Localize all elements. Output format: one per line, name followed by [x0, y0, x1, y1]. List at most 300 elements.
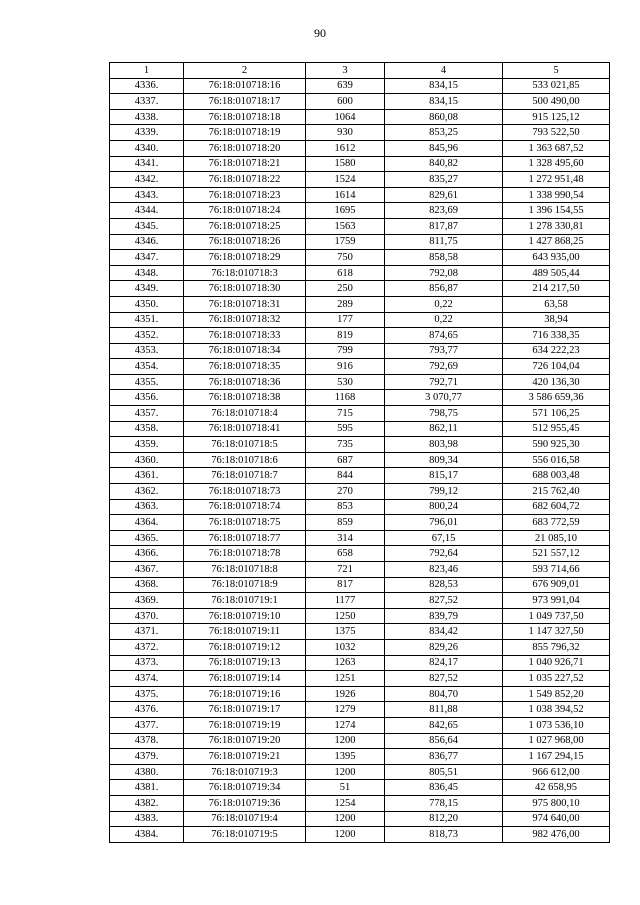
table-row: [110, 484, 610, 500]
table-row: [110, 172, 610, 188]
area-cell: 658: [306, 546, 385, 562]
table-row: [110, 94, 610, 110]
rate-cell: 828,53: [385, 577, 503, 593]
row-number-cell: 4354.: [110, 359, 184, 375]
rate-cell: 804,70: [385, 686, 503, 702]
row-number-cell: 4353.: [110, 343, 184, 359]
cadastral-number-cell: 76:18:010719:4: [184, 811, 306, 827]
rate-cell: 856,87: [385, 281, 503, 297]
value-cell: 1 278 330,81: [503, 218, 610, 234]
rate-cell: 862,11: [385, 421, 503, 437]
area-cell: 1177: [306, 593, 385, 609]
row-number-cell: 4374.: [110, 671, 184, 687]
row-number-cell: 4362.: [110, 484, 184, 500]
cadastral-number-cell: 76:18:010718:26: [184, 234, 306, 250]
cadastral-number-cell: 76:18:010718:33: [184, 328, 306, 344]
cadastral-number-cell: 76:18:010718:3: [184, 265, 306, 281]
cadastral-number-cell: 76:18:010718:25: [184, 218, 306, 234]
table-row: [110, 671, 610, 687]
value-cell: 1 035 227,52: [503, 671, 610, 687]
rate-cell: 840,82: [385, 156, 503, 172]
row-number-cell: 4382.: [110, 795, 184, 811]
value-cell: 716 338,35: [503, 328, 610, 344]
area-cell: 250: [306, 281, 385, 297]
column-header-3: 3: [306, 63, 385, 79]
value-cell: 982 476,00: [503, 827, 610, 843]
rate-cell: 812,20: [385, 811, 503, 827]
rate-cell: 792,71: [385, 374, 503, 390]
row-number-cell: 4367.: [110, 562, 184, 578]
value-cell: 1 549 852,20: [503, 686, 610, 702]
cadastral-number-cell: 76:18:010718:17: [184, 94, 306, 110]
cadastral-number-cell: 76:18:010719:11: [184, 624, 306, 640]
cadastral-number-cell: 76:18:010718:77: [184, 530, 306, 546]
rate-cell: 817,87: [385, 218, 503, 234]
value-cell: 533 021,85: [503, 78, 610, 94]
table-row: [110, 406, 610, 422]
rate-cell: 842,65: [385, 717, 503, 733]
rate-cell: 823,46: [385, 562, 503, 578]
value-cell: 1 167 294,15: [503, 749, 610, 765]
value-cell: 1 038 394,52: [503, 702, 610, 718]
rate-cell: 0,22: [385, 312, 503, 328]
value-cell: 793 522,50: [503, 125, 610, 141]
value-cell: 726 104,04: [503, 359, 610, 375]
row-number-cell: 4337.: [110, 94, 184, 110]
cadastral-number-cell: 76:18:010719:1: [184, 593, 306, 609]
area-cell: 735: [306, 437, 385, 453]
row-number-cell: 4351.: [110, 312, 184, 328]
table-row: [110, 125, 610, 141]
table-row: [110, 749, 610, 765]
area-cell: 314: [306, 530, 385, 546]
area-cell: 844: [306, 468, 385, 484]
table-row: [110, 593, 610, 609]
rate-cell: 67,15: [385, 530, 503, 546]
table-row: [110, 78, 610, 94]
rate-cell: 823,69: [385, 203, 503, 219]
rate-cell: 792,69: [385, 359, 503, 375]
cadastral-number-cell: 76:18:010719:3: [184, 764, 306, 780]
rate-cell: 792,64: [385, 546, 503, 562]
rate-cell: 778,15: [385, 795, 503, 811]
area-cell: 51: [306, 780, 385, 796]
value-cell: 1 427 868,25: [503, 234, 610, 250]
cadastral-number-cell: 76:18:010719:13: [184, 655, 306, 671]
area-cell: 1200: [306, 827, 385, 843]
table-row: [110, 811, 610, 827]
area-cell: 1695: [306, 203, 385, 219]
cadastral-number-cell: 76:18:010718:6: [184, 452, 306, 468]
table-row: [110, 577, 610, 593]
rate-cell: 799,12: [385, 484, 503, 500]
table-row: [110, 546, 610, 562]
cadastral-number-cell: 76:18:010718:30: [184, 281, 306, 297]
row-number-cell: 4371.: [110, 624, 184, 640]
value-cell: 974 640,00: [503, 811, 610, 827]
rate-cell: 0,22: [385, 296, 503, 312]
area-cell: 1200: [306, 733, 385, 749]
cadastral-number-cell: 76:18:010718:16: [184, 78, 306, 94]
row-number-cell: 4361.: [110, 468, 184, 484]
value-cell: 420 136,30: [503, 374, 610, 390]
area-cell: 1200: [306, 764, 385, 780]
column-header-4: 4: [385, 63, 503, 79]
rate-cell: 811,75: [385, 234, 503, 250]
cadastral-number-cell: 76:18:010719:5: [184, 827, 306, 843]
row-number-cell: 4368.: [110, 577, 184, 593]
value-cell: 21 085,10: [503, 530, 610, 546]
table-row: [110, 655, 610, 671]
value-cell: 1 049 737,50: [503, 608, 610, 624]
rate-cell: 836,45: [385, 780, 503, 796]
cadastral-number-cell: 76:18:010718:20: [184, 140, 306, 156]
value-cell: 593 714,66: [503, 562, 610, 578]
value-cell: 1 338 990,54: [503, 187, 610, 203]
table-row: [110, 374, 610, 390]
row-number-cell: 4363.: [110, 499, 184, 515]
cadastral-number-cell: 76:18:010718:19: [184, 125, 306, 141]
rate-cell: 858,58: [385, 250, 503, 266]
value-cell: 915 125,12: [503, 109, 610, 125]
area-cell: 1926: [306, 686, 385, 702]
rate-cell: 834,15: [385, 78, 503, 94]
rate-cell: 3 070,77: [385, 390, 503, 406]
rate-cell: 796,01: [385, 515, 503, 531]
table-row: [110, 281, 610, 297]
area-cell: 715: [306, 406, 385, 422]
table-row: [110, 468, 610, 484]
table-row: [110, 390, 610, 406]
cadastral-number-cell: 76:18:010718:24: [184, 203, 306, 219]
table-row: [110, 109, 610, 125]
table-row: [110, 624, 610, 640]
table-row: [110, 827, 610, 843]
rate-cell: 805,51: [385, 764, 503, 780]
column-header-2: 2: [184, 63, 306, 79]
area-cell: 177: [306, 312, 385, 328]
table-row: [110, 187, 610, 203]
row-number-cell: 4345.: [110, 218, 184, 234]
area-cell: 1250: [306, 608, 385, 624]
rate-cell: 827,52: [385, 593, 503, 609]
row-number-cell: 4375.: [110, 686, 184, 702]
table-row: [110, 437, 610, 453]
value-cell: 521 557,12: [503, 546, 610, 562]
area-cell: 530: [306, 374, 385, 390]
cadastral-number-cell: 76:18:010718:75: [184, 515, 306, 531]
rate-cell: 811,88: [385, 702, 503, 718]
value-cell: 688 003,48: [503, 468, 610, 484]
row-number-cell: 4379.: [110, 749, 184, 765]
cadastral-number-cell: 76:18:010718:9: [184, 577, 306, 593]
table-row: [110, 140, 610, 156]
row-number-cell: 4360.: [110, 452, 184, 468]
table-row: [110, 702, 610, 718]
row-number-cell: 4378.: [110, 733, 184, 749]
cadastral-number-cell: 76:18:010719:20: [184, 733, 306, 749]
cadastral-number-cell: 76:18:010719:10: [184, 608, 306, 624]
row-number-cell: 4352.: [110, 328, 184, 344]
area-cell: 853: [306, 499, 385, 515]
area-cell: 1759: [306, 234, 385, 250]
page-number: 90: [314, 26, 326, 40]
row-number-cell: 4340.: [110, 140, 184, 156]
rate-cell: 818,73: [385, 827, 503, 843]
table-row: [110, 312, 610, 328]
table-row: [110, 795, 610, 811]
row-number-cell: 4350.: [110, 296, 184, 312]
table-row: [110, 421, 610, 437]
area-cell: 687: [306, 452, 385, 468]
cadastral-number-cell: 76:18:010719:19: [184, 717, 306, 733]
value-cell: 683 772,59: [503, 515, 610, 531]
cadastral-number-cell: 76:18:010718:8: [184, 562, 306, 578]
row-number-cell: 4341.: [110, 156, 184, 172]
table-row: [110, 250, 610, 266]
row-number-cell: 4342.: [110, 172, 184, 188]
area-cell: 618: [306, 265, 385, 281]
rate-cell: 853,25: [385, 125, 503, 141]
table-row: [110, 764, 610, 780]
value-cell: 556 016,58: [503, 452, 610, 468]
land-plot-table: [109, 62, 610, 843]
cadastral-number-cell: 76:18:010719:12: [184, 639, 306, 655]
table-row: [110, 296, 610, 312]
area-cell: 1064: [306, 109, 385, 125]
rate-cell: 793,77: [385, 343, 503, 359]
row-number-cell: 4338.: [110, 109, 184, 125]
cadastral-number-cell: 76:18:010718:35: [184, 359, 306, 375]
cadastral-number-cell: 76:18:010718:36: [184, 374, 306, 390]
cadastral-number-cell: 76:18:010719:21: [184, 749, 306, 765]
rate-cell: 800,24: [385, 499, 503, 515]
area-cell: 639: [306, 78, 385, 94]
row-number-cell: 4377.: [110, 717, 184, 733]
area-cell: 1395: [306, 749, 385, 765]
table-row: [110, 328, 610, 344]
column-header-5: 5: [503, 63, 610, 79]
cadastral-number-cell: 76:18:010719:36: [184, 795, 306, 811]
row-number-cell: 4357.: [110, 406, 184, 422]
rate-cell: 845,96: [385, 140, 503, 156]
cadastral-number-cell: 76:18:010718:5: [184, 437, 306, 453]
area-cell: 799: [306, 343, 385, 359]
row-number-cell: 4355.: [110, 374, 184, 390]
table-row: [110, 499, 610, 515]
rate-cell: 835,27: [385, 172, 503, 188]
value-cell: 215 762,40: [503, 484, 610, 500]
rate-cell: 856,64: [385, 733, 503, 749]
row-number-cell: 4348.: [110, 265, 184, 281]
value-cell: 38,94: [503, 312, 610, 328]
cadastral-number-cell: 76:18:010718:22: [184, 172, 306, 188]
row-number-cell: 4349.: [110, 281, 184, 297]
row-number-cell: 4344.: [110, 203, 184, 219]
value-cell: 512 955,45: [503, 421, 610, 437]
value-cell: 1 027 968,00: [503, 733, 610, 749]
table-row: [110, 639, 610, 655]
value-cell: 975 800,10: [503, 795, 610, 811]
cadastral-number-cell: 76:18:010719:34: [184, 780, 306, 796]
row-number-cell: 4339.: [110, 125, 184, 141]
area-cell: 750: [306, 250, 385, 266]
area-cell: 1251: [306, 671, 385, 687]
row-number-cell: 4373.: [110, 655, 184, 671]
area-cell: 819: [306, 328, 385, 344]
area-cell: 1032: [306, 639, 385, 655]
area-cell: 595: [306, 421, 385, 437]
row-number-cell: 4359.: [110, 437, 184, 453]
table-row: [110, 515, 610, 531]
row-number-cell: 4384.: [110, 827, 184, 843]
area-cell: 289: [306, 296, 385, 312]
area-cell: 916: [306, 359, 385, 375]
table-row: [110, 343, 610, 359]
cadastral-number-cell: 76:18:010718:7: [184, 468, 306, 484]
rate-cell: 827,52: [385, 671, 503, 687]
area-cell: 270: [306, 484, 385, 500]
table-row: [110, 733, 610, 749]
cadastral-number-cell: 76:18:010718:78: [184, 546, 306, 562]
table-row: [110, 608, 610, 624]
value-cell: 42 658,95: [503, 780, 610, 796]
cadastral-number-cell: 76:18:010718:38: [184, 390, 306, 406]
row-number-cell: 4376.: [110, 702, 184, 718]
area-cell: 1168: [306, 390, 385, 406]
rate-cell: 834,15: [385, 94, 503, 110]
area-cell: 859: [306, 515, 385, 531]
area-cell: 600: [306, 94, 385, 110]
row-number-cell: 4364.: [110, 515, 184, 531]
area-cell: 1563: [306, 218, 385, 234]
area-cell: 721: [306, 562, 385, 578]
cadastral-number-cell: 76:18:010719:16: [184, 686, 306, 702]
area-cell: 1375: [306, 624, 385, 640]
row-number-cell: 4380.: [110, 764, 184, 780]
table-row: [110, 717, 610, 733]
value-cell: 643 935,00: [503, 250, 610, 266]
rate-cell: 839,79: [385, 608, 503, 624]
cadastral-number-cell: 76:18:010718:34: [184, 343, 306, 359]
rate-cell: 829,26: [385, 639, 503, 655]
area-cell: 1254: [306, 795, 385, 811]
row-number-cell: 4383.: [110, 811, 184, 827]
value-cell: 63,58: [503, 296, 610, 312]
row-number-cell: 4336.: [110, 78, 184, 94]
area-cell: 930: [306, 125, 385, 141]
rate-cell: 798,75: [385, 406, 503, 422]
table-row: [110, 203, 610, 219]
cadastral-number-cell: 76:18:010718:29: [184, 250, 306, 266]
table-row: [110, 359, 610, 375]
cadastral-number-cell: 76:18:010718:73: [184, 484, 306, 500]
area-cell: 1263: [306, 655, 385, 671]
cadastral-number-cell: 76:18:010719:17: [184, 702, 306, 718]
cadastral-number-cell: 76:18:010718:32: [184, 312, 306, 328]
cadastral-number-cell: 76:18:010719:14: [184, 671, 306, 687]
cadastral-number-cell: 76:18:010718:41: [184, 421, 306, 437]
row-number-cell: 4370.: [110, 608, 184, 624]
table-body: [110, 78, 610, 842]
area-cell: 817: [306, 577, 385, 593]
area-cell: 1524: [306, 172, 385, 188]
value-cell: 500 490,00: [503, 94, 610, 110]
area-cell: 1580: [306, 156, 385, 172]
value-cell: 855 796,32: [503, 639, 610, 655]
area-cell: 1200: [306, 811, 385, 827]
row-number-cell: 4358.: [110, 421, 184, 437]
rate-cell: 815,17: [385, 468, 503, 484]
row-number-cell: 4372.: [110, 639, 184, 655]
rate-cell: 803,98: [385, 437, 503, 453]
value-cell: 1 328 495,60: [503, 156, 610, 172]
value-cell: 489 505,44: [503, 265, 610, 281]
area-cell: 1279: [306, 702, 385, 718]
value-cell: 676 909,01: [503, 577, 610, 593]
row-number-cell: 4366.: [110, 546, 184, 562]
rate-cell: 834,42: [385, 624, 503, 640]
table-row: [110, 218, 610, 234]
row-number-cell: 4343.: [110, 187, 184, 203]
area-cell: 1274: [306, 717, 385, 733]
value-cell: 682 604,72: [503, 499, 610, 515]
area-cell: 1614: [306, 187, 385, 203]
table-row: [110, 686, 610, 702]
table-row: [110, 562, 610, 578]
value-cell: 214 217,50: [503, 281, 610, 297]
rate-cell: 824,17: [385, 655, 503, 671]
value-cell: 1 073 536,10: [503, 717, 610, 733]
row-number-cell: 4369.: [110, 593, 184, 609]
rate-cell: 860,08: [385, 109, 503, 125]
cadastral-number-cell: 76:18:010718:31: [184, 296, 306, 312]
value-cell: 590 925,30: [503, 437, 610, 453]
cadastral-number-cell: 76:18:010718:21: [184, 156, 306, 172]
table-row: [110, 265, 610, 281]
cadastral-number-cell: 76:18:010718:23: [184, 187, 306, 203]
value-cell: 1 272 951,48: [503, 172, 610, 188]
row-number-cell: 4381.: [110, 780, 184, 796]
value-cell: 973 991,04: [503, 593, 610, 609]
table-row: [110, 156, 610, 172]
area-cell: 1612: [306, 140, 385, 156]
value-cell: 571 106,25: [503, 406, 610, 422]
row-number-cell: 4365.: [110, 530, 184, 546]
cadastral-number-cell: 76:18:010718:74: [184, 499, 306, 515]
rate-cell: 836,77: [385, 749, 503, 765]
value-cell: 1 396 154,55: [503, 203, 610, 219]
row-number-cell: 4346.: [110, 234, 184, 250]
rate-cell: 829,61: [385, 187, 503, 203]
rate-cell: 809,34: [385, 452, 503, 468]
table-row: [110, 234, 610, 250]
row-number-cell: 4356.: [110, 390, 184, 406]
table-row: [110, 780, 610, 796]
value-cell: 1 363 687,52: [503, 140, 610, 156]
table-header-row: [110, 63, 610, 79]
table-row: [110, 530, 610, 546]
rate-cell: 874,65: [385, 328, 503, 344]
row-number-cell: 4347.: [110, 250, 184, 266]
value-cell: 1 147 327,50: [503, 624, 610, 640]
value-cell: 634 222,23: [503, 343, 610, 359]
value-cell: 3 586 659,36: [503, 390, 610, 406]
value-cell: 1 040 926,71: [503, 655, 610, 671]
cadastral-number-cell: 76:18:010718:18: [184, 109, 306, 125]
value-cell: 966 612,00: [503, 764, 610, 780]
rate-cell: 792,08: [385, 265, 503, 281]
